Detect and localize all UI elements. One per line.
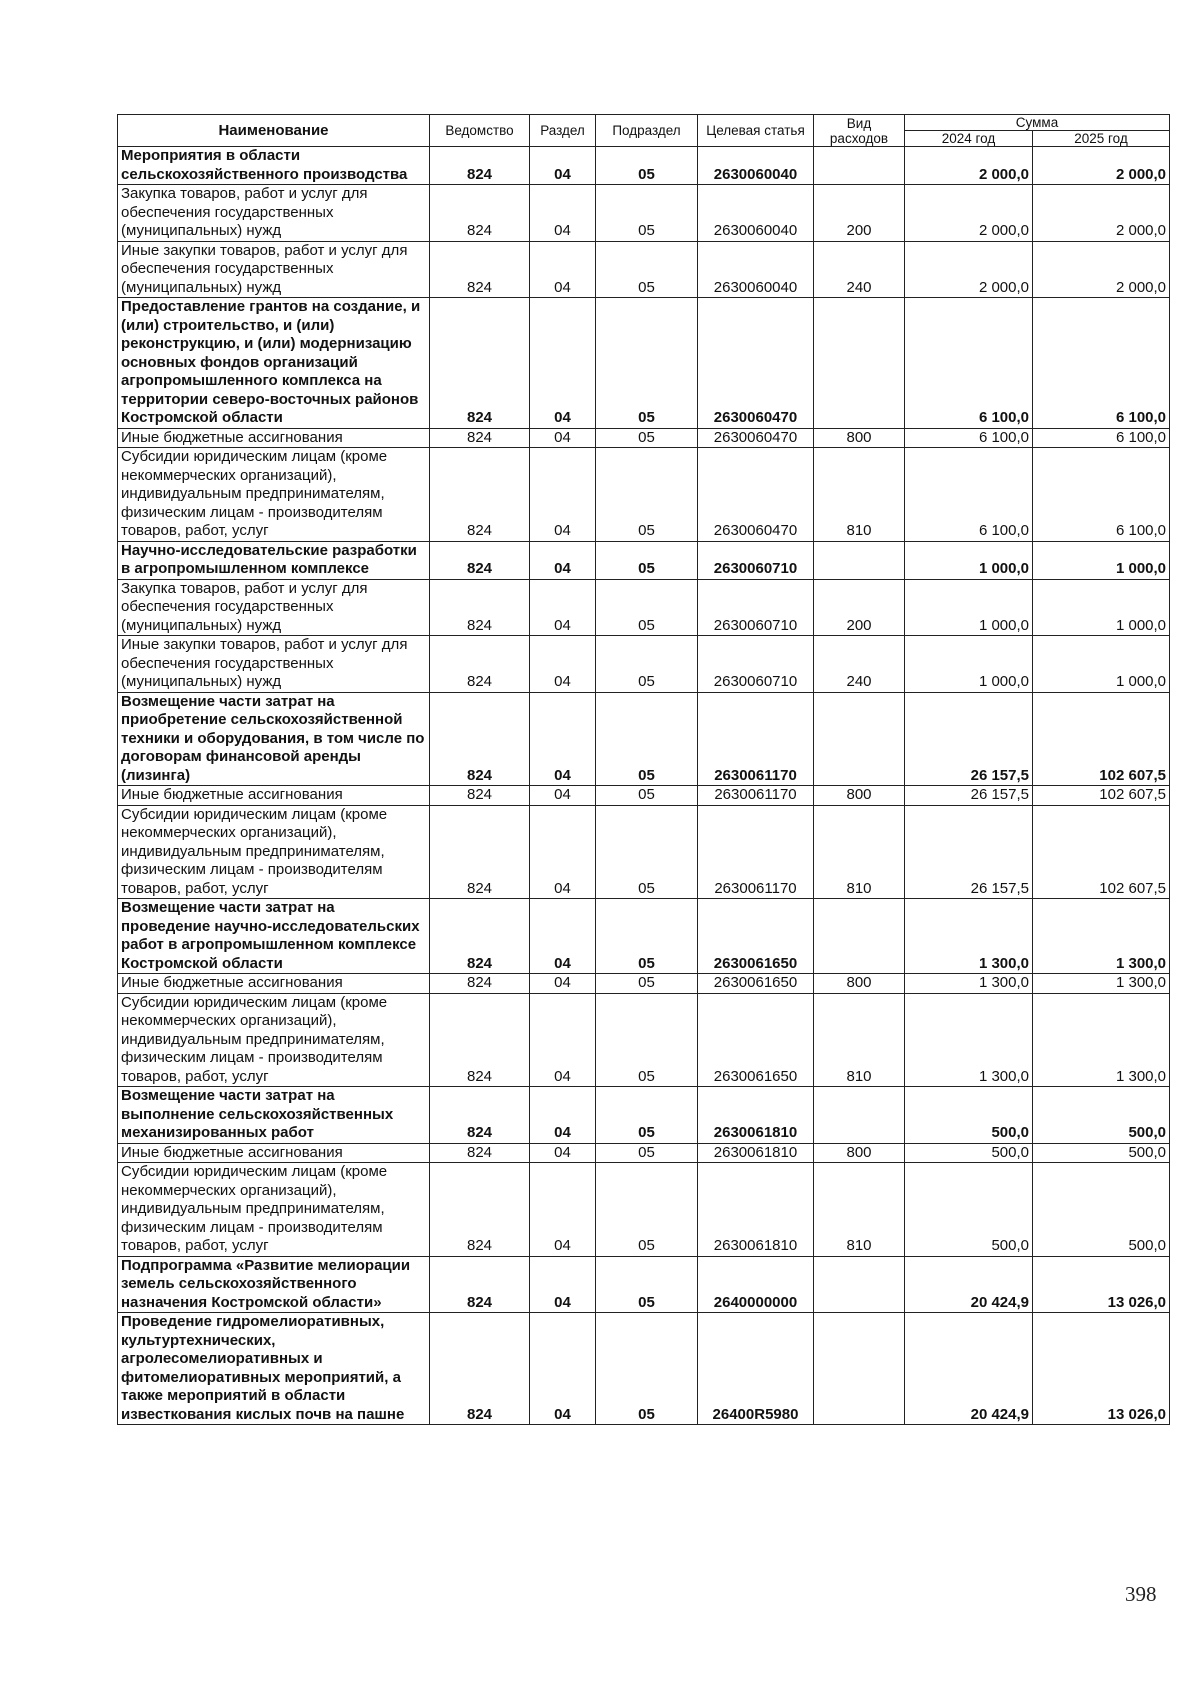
cell-subsection: 05 (596, 541, 698, 579)
cell-name: Закупка товаров, работ и услуг для обеспечения государственных (муниципальных) нужд (118, 579, 430, 636)
cell-sum-2024: 2 000,0 (905, 185, 1033, 242)
cell-target-article: 2630060710 (698, 541, 814, 579)
cell-name: Возмещение части затрат на выполнение сельскохозяйственных механизированных работ (118, 1087, 430, 1144)
header-name: Наименование (118, 115, 430, 147)
cell-expense-type (814, 1087, 905, 1144)
cell-expense-type: 200 (814, 579, 905, 636)
cell-section: 04 (530, 636, 596, 693)
cell-department: 824 (430, 448, 530, 542)
cell-subsection: 05 (596, 899, 698, 974)
cell-expense-type: 240 (814, 636, 905, 693)
cell-sum-2025: 13 026,0 (1033, 1256, 1170, 1313)
cell-sum-2024: 26 157,5 (905, 805, 1033, 899)
cell-sum-2024: 500,0 (905, 1143, 1033, 1163)
header-expense-type: Вид расходов (814, 115, 905, 147)
cell-expense-type (814, 899, 905, 974)
cell-name: Возмещение части затрат на проведение научно-исследовательских работ в агропромышленном комплексе Костромской области (118, 899, 430, 974)
cell-name: Субсидии юридическим лицам (кроме некоммерческих организаций), индивидуальным предпринимателям, физическим лицам - производителям товаров, работ, услуг (118, 993, 430, 1087)
cell-name: Субсидии юридическим лицам (кроме некоммерческих организаций), индивидуальным предпринимателям, физическим лицам - производителям товаров, работ, услуг (118, 1163, 430, 1257)
cell-target-article: 2630061810 (698, 1163, 814, 1257)
cell-target-article: 2630061650 (698, 993, 814, 1087)
cell-target-article: 2630060040 (698, 185, 814, 242)
cell-sum-2025: 102 607,5 (1033, 692, 1170, 786)
cell-name: Возмещение части затрат на приобретение сельскохозяйственной техники и оборудования, в том числе по договорам финансовой аренды (лизинга) (118, 692, 430, 786)
cell-sum-2024: 1 000,0 (905, 541, 1033, 579)
cell-target-article: 26400R5980 (698, 1313, 814, 1425)
cell-sum-2024: 1 000,0 (905, 579, 1033, 636)
cell-section: 04 (530, 241, 596, 298)
cell-target-article: 2630060710 (698, 636, 814, 693)
cell-sum-2025: 1 300,0 (1033, 974, 1170, 994)
cell-sum-2024: 500,0 (905, 1087, 1033, 1144)
cell-expense-type: 200 (814, 185, 905, 242)
cell-target-article: 2630060470 (698, 448, 814, 542)
cell-subsection: 05 (596, 298, 698, 429)
cell-department: 824 (430, 185, 530, 242)
cell-sum-2025: 500,0 (1033, 1143, 1170, 1163)
cell-subsection: 05 (596, 692, 698, 786)
cell-sum-2025: 1 000,0 (1033, 636, 1170, 693)
table-row (118, 448, 1170, 542)
cell-section: 04 (530, 805, 596, 899)
cell-name: Научно-исследовательские разработки в агропромышленном комплексе (118, 541, 430, 579)
cell-name: Мероприятия в области сельскохозяйственного производства (118, 147, 430, 185)
cell-subsection: 05 (596, 241, 698, 298)
cell-expense-type (814, 1256, 905, 1313)
cell-sum-2024: 20 424,9 (905, 1256, 1033, 1313)
cell-section: 04 (530, 1256, 596, 1313)
page-number: 398 (1125, 1582, 1157, 1606)
cell-department: 824 (430, 974, 530, 994)
table-row (118, 1087, 1170, 1144)
cell-target-article: 2640000000 (698, 1256, 814, 1313)
cell-subsection: 05 (596, 1313, 698, 1425)
cell-expense-type: 800 (814, 1143, 905, 1163)
cell-sum-2025: 500,0 (1033, 1163, 1170, 1257)
cell-name: Подпрограмма «Развитие мелиорации земель сельскохозяйственного назначения Костромской области» (118, 1256, 430, 1313)
cell-expense-type: 800 (814, 786, 905, 806)
cell-target-article: 2630060470 (698, 428, 814, 448)
cell-sum-2025: 1 300,0 (1033, 899, 1170, 974)
cell-expense-type: 810 (814, 1163, 905, 1257)
cell-department: 824 (430, 579, 530, 636)
cell-sum-2025: 102 607,5 (1033, 786, 1170, 806)
cell-sum-2024: 500,0 (905, 1163, 1033, 1257)
cell-sum-2025: 6 100,0 (1033, 428, 1170, 448)
cell-sum-2025: 2 000,0 (1033, 147, 1170, 185)
table-row (118, 241, 1170, 298)
cell-name: Предоставление грантов на создание, и (или) строительство, и (или) реконструкцию, и (или) модернизацию основных фондов организаций агропромышленного комплекса на территории северо-восточных районов Костромской области (118, 298, 430, 429)
cell-target-article: 2630061170 (698, 786, 814, 806)
cell-department: 824 (430, 1087, 530, 1144)
header-section: Раздел (530, 115, 596, 147)
cell-sum-2024: 26 157,5 (905, 786, 1033, 806)
cell-subsection: 05 (596, 428, 698, 448)
cell-sum-2024: 2 000,0 (905, 147, 1033, 185)
cell-department: 824 (430, 147, 530, 185)
table-row (118, 692, 1170, 786)
cell-sum-2024: 6 100,0 (905, 298, 1033, 429)
cell-target-article: 2630061810 (698, 1087, 814, 1144)
cell-section: 04 (530, 993, 596, 1087)
cell-section: 04 (530, 786, 596, 806)
cell-sum-2025: 6 100,0 (1033, 448, 1170, 542)
table-row (118, 541, 1170, 579)
cell-expense-type: 240 (814, 241, 905, 298)
table-row (118, 1313, 1170, 1425)
cell-section: 04 (530, 298, 596, 429)
cell-name: Иные бюджетные ассигнования (118, 1143, 430, 1163)
cell-subsection: 05 (596, 1087, 698, 1144)
cell-sum-2025: 2 000,0 (1033, 185, 1170, 242)
cell-expense-type (814, 298, 905, 429)
cell-expense-type: 810 (814, 993, 905, 1087)
cell-expense-type: 810 (814, 448, 905, 542)
cell-subsection: 05 (596, 786, 698, 806)
cell-name: Иные бюджетные ассигнования (118, 428, 430, 448)
cell-department: 824 (430, 636, 530, 693)
cell-section: 04 (530, 579, 596, 636)
cell-name: Иные бюджетные ассигнования (118, 974, 430, 994)
cell-department: 824 (430, 1143, 530, 1163)
cell-name: Проведение гидромелиоративных, культуртехнических, агролесомелиоративных и фитомелиоративных мероприятий, а также мероприятий в области известкования кислых почв на пашне (118, 1313, 430, 1425)
cell-department: 824 (430, 541, 530, 579)
cell-target-article: 2630060710 (698, 579, 814, 636)
cell-subsection: 05 (596, 579, 698, 636)
cell-department: 824 (430, 1256, 530, 1313)
cell-sum-2025: 1 300,0 (1033, 993, 1170, 1087)
table-row (118, 428, 1170, 448)
cell-sum-2024: 6 100,0 (905, 448, 1033, 542)
table-row (118, 1256, 1170, 1313)
cell-sum-2025: 2 000,0 (1033, 241, 1170, 298)
cell-expense-type: 810 (814, 805, 905, 899)
cell-sum-2025: 6 100,0 (1033, 298, 1170, 429)
cell-name: Иные закупки товаров, работ и услуг для обеспечения государственных (муниципальных) нужд (118, 636, 430, 693)
header-subsection: Подраздел (596, 115, 698, 147)
cell-sum-2024: 1 300,0 (905, 974, 1033, 994)
cell-sum-2025: 1 000,0 (1033, 579, 1170, 636)
cell-subsection: 05 (596, 993, 698, 1087)
cell-expense-type (814, 541, 905, 579)
cell-department: 824 (430, 241, 530, 298)
header-year-2024: 2024 год (905, 131, 1033, 147)
table-row (118, 805, 1170, 899)
table-row (118, 993, 1170, 1087)
table-row (118, 579, 1170, 636)
cell-expense-type (814, 692, 905, 786)
table-row (118, 636, 1170, 693)
cell-subsection: 05 (596, 636, 698, 693)
cell-expense-type: 800 (814, 428, 905, 448)
cell-sum-2024: 1 300,0 (905, 993, 1033, 1087)
cell-expense-type (814, 1313, 905, 1425)
cell-subsection: 05 (596, 1256, 698, 1313)
cell-department: 824 (430, 805, 530, 899)
cell-sum-2024: 20 424,9 (905, 1313, 1033, 1425)
header-year-2025: 2025 год (1033, 131, 1170, 147)
cell-section: 04 (530, 899, 596, 974)
cell-target-article: 2630061170 (698, 692, 814, 786)
cell-target-article: 2630060040 (698, 147, 814, 185)
cell-section: 04 (530, 1313, 596, 1425)
table-row (118, 1143, 1170, 1163)
cell-department: 824 (430, 1313, 530, 1425)
table-row (118, 185, 1170, 242)
cell-section: 04 (530, 692, 596, 786)
budget-table (117, 114, 1170, 1425)
cell-section: 04 (530, 448, 596, 542)
cell-department: 824 (430, 692, 530, 786)
table-row (118, 1163, 1170, 1257)
cell-sum-2025: 13 026,0 (1033, 1313, 1170, 1425)
cell-section: 04 (530, 1143, 596, 1163)
cell-subsection: 05 (596, 805, 698, 899)
cell-section: 04 (530, 974, 596, 994)
table-row (118, 899, 1170, 974)
cell-target-article: 2630060470 (698, 298, 814, 429)
table-body (118, 147, 1170, 1425)
cell-department: 824 (430, 899, 530, 974)
cell-target-article: 2630061170 (698, 805, 814, 899)
cell-expense-type: 800 (814, 974, 905, 994)
cell-subsection: 05 (596, 448, 698, 542)
cell-sum-2024: 1 000,0 (905, 636, 1033, 693)
cell-subsection: 05 (596, 974, 698, 994)
cell-subsection: 05 (596, 1143, 698, 1163)
cell-sum-2025: 102 607,5 (1033, 805, 1170, 899)
cell-subsection: 05 (596, 185, 698, 242)
cell-subsection: 05 (596, 147, 698, 185)
cell-subsection: 05 (596, 1163, 698, 1257)
cell-section: 04 (530, 147, 596, 185)
cell-expense-type (814, 147, 905, 185)
cell-sum-2024: 6 100,0 (905, 428, 1033, 448)
cell-sum-2024: 2 000,0 (905, 241, 1033, 298)
header-sum: Сумма (905, 115, 1170, 131)
header-target-article: Целевая статья (698, 115, 814, 147)
cell-target-article: 2630060040 (698, 241, 814, 298)
cell-sum-2025: 500,0 (1033, 1087, 1170, 1144)
cell-department: 824 (430, 428, 530, 448)
cell-target-article: 2630061810 (698, 1143, 814, 1163)
cell-target-article: 2630061650 (698, 974, 814, 994)
cell-section: 04 (530, 541, 596, 579)
cell-name: Субсидии юридическим лицам (кроме некоммерческих организаций), индивидуальным предпринимателям, физическим лицам - производителям товаров, работ, услуг (118, 448, 430, 542)
table-row (118, 298, 1170, 429)
cell-name: Иные бюджетные ассигнования (118, 786, 430, 806)
cell-department: 824 (430, 993, 530, 1087)
table-row (118, 974, 1170, 994)
cell-section: 04 (530, 428, 596, 448)
cell-department: 824 (430, 1163, 530, 1257)
header-department: Ведомство (430, 115, 530, 147)
cell-section: 04 (530, 1163, 596, 1257)
cell-department: 824 (430, 786, 530, 806)
cell-department: 824 (430, 298, 530, 429)
cell-sum-2024: 1 300,0 (905, 899, 1033, 974)
cell-name: Субсидии юридическим лицам (кроме некоммерческих организаций), индивидуальным предпринимателям, физическим лицам - производителям товаров, работ, услуг (118, 805, 430, 899)
cell-name: Закупка товаров, работ и услуг для обеспечения государственных (муниципальных) нужд (118, 185, 430, 242)
cell-sum-2025: 1 000,0 (1033, 541, 1170, 579)
cell-section: 04 (530, 1087, 596, 1144)
table-row (118, 147, 1170, 185)
cell-target-article: 2630061650 (698, 899, 814, 974)
table-row (118, 786, 1170, 806)
cell-name: Иные закупки товаров, работ и услуг для обеспечения государственных (муниципальных) нужд (118, 241, 430, 298)
cell-section: 04 (530, 185, 596, 242)
cell-sum-2024: 26 157,5 (905, 692, 1033, 786)
